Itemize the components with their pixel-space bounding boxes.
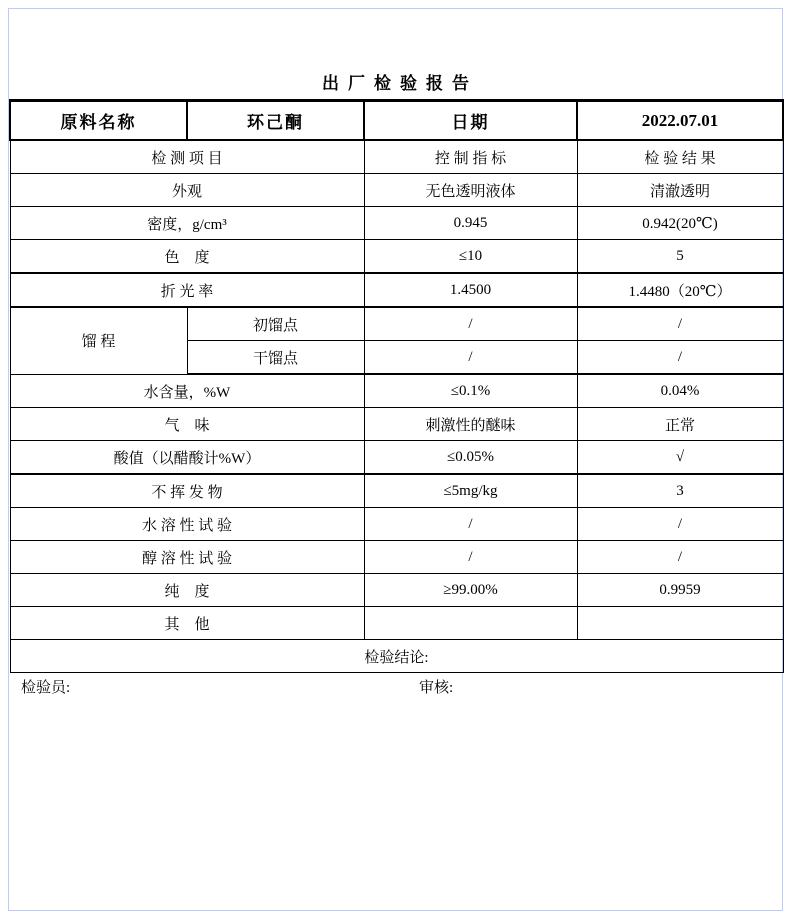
- table-row-color: [10, 240, 783, 274]
- table-row-purity: [10, 574, 783, 607]
- result-cell: [577, 607, 783, 640]
- standard-cell: 无色透明液体: [364, 174, 577, 207]
- table-row-appearance: [10, 174, 783, 207]
- item-cell: 水含量，%W: [10, 374, 364, 408]
- column-header-row: [10, 140, 783, 174]
- conclusion-row: [10, 640, 783, 673]
- col-header-standard: 控 制 指 标: [364, 140, 577, 174]
- standard-cell: ≤0.1%: [364, 374, 577, 408]
- result-cell: 3: [577, 474, 783, 508]
- standard-cell: ≤5mg/kg: [364, 474, 577, 508]
- table-row-density: [10, 207, 783, 240]
- standard-cell: 1.4500: [364, 273, 577, 307]
- distillation-group-label: 馏 程: [10, 307, 187, 374]
- item-cell: 色 度: [10, 240, 364, 274]
- standard-cell: /: [364, 341, 577, 375]
- item-cell: 酸值（以醋酸计%W）: [10, 441, 364, 475]
- standard-cell: 刺激性的醚味: [364, 408, 577, 441]
- reviewer-label: 审核:: [419, 680, 454, 696]
- table-row-distillation-initial: [10, 307, 783, 341]
- result-cell: 1.4480（20℃）: [577, 273, 783, 307]
- standard-cell: /: [364, 508, 577, 541]
- standard-cell: ≤0.05%: [364, 441, 577, 475]
- table-row-water-content: [10, 374, 783, 408]
- table-row-odor: [10, 408, 783, 441]
- result-cell: /: [577, 341, 783, 375]
- standard-cell: /: [364, 541, 577, 574]
- item-cell: 外观: [10, 174, 364, 207]
- result-cell: 0.942(20℃): [577, 207, 783, 240]
- item-cell: 其 他: [10, 607, 364, 640]
- inspection-table: [9, 99, 784, 673]
- item-cell: 气 味: [10, 408, 364, 441]
- item-cell: 不 挥 发 物: [10, 474, 364, 508]
- conclusion-cell: [10, 640, 783, 673]
- result-cell: 5: [577, 240, 783, 274]
- page-title: 出厂检验报告: [322, 74, 478, 93]
- col-header-result: 检 验 结 果: [577, 140, 783, 174]
- item-cell: 醇 溶 性 试 验: [10, 541, 364, 574]
- item-cell: 密度，g/cm³: [10, 207, 364, 240]
- table-row-alcohol-solubility: [10, 541, 783, 574]
- standard-cell: 0.945: [364, 207, 577, 240]
- standard-cell: [364, 607, 577, 640]
- result-cell: /: [577, 307, 783, 341]
- date-value: 2022.07.01: [577, 101, 783, 141]
- date-label: 日期: [364, 101, 577, 141]
- report-sheet: [8, 8, 783, 911]
- table-row-acid-value: [10, 441, 783, 475]
- table-row-other: [10, 607, 783, 640]
- result-cell: 0.04%: [577, 374, 783, 408]
- standard-cell: ≤10: [364, 240, 577, 274]
- title-area: [9, 9, 782, 99]
- item-cell: 纯 度: [10, 574, 364, 607]
- signature-footer: [9, 673, 782, 699]
- result-cell: /: [577, 541, 783, 574]
- standard-cell: ≥99.00%: [364, 574, 577, 607]
- item-cell: 干馏点: [187, 341, 364, 375]
- result-cell: √: [577, 441, 783, 475]
- material-name-label: 原料名称: [10, 101, 187, 141]
- item-cell: 水 溶 性 试 验: [10, 508, 364, 541]
- result-cell: 0.9959: [577, 574, 783, 607]
- table-row-nonvolatile: [10, 474, 783, 508]
- result-cell: /: [577, 508, 783, 541]
- result-cell: 正常: [577, 408, 783, 441]
- conclusion-label: 检验结论:: [364, 649, 429, 666]
- report-meta-row: [10, 101, 783, 141]
- item-cell: 初馏点: [187, 307, 364, 341]
- table-row-refractive-index: [10, 273, 783, 307]
- col-header-item: 检 测 项 目: [10, 140, 364, 174]
- standard-cell: /: [364, 307, 577, 341]
- result-cell: 清澈透明: [577, 174, 783, 207]
- table-row-water-solubility: [10, 508, 783, 541]
- inspector-label: 检验员:: [21, 680, 71, 696]
- item-cell: 折 光 率: [10, 273, 364, 307]
- material-name-value: 环己酮: [187, 101, 364, 141]
